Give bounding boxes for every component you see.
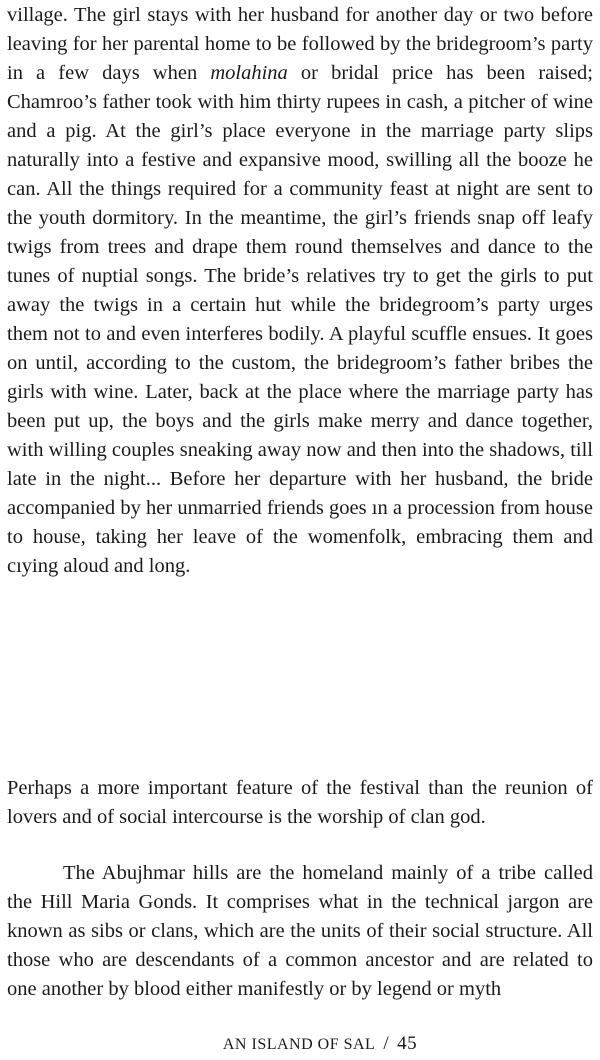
running-title: AN ISLAND OF SAL [222,1036,376,1053]
footer-separator: / [383,1033,390,1054]
paragraph-marriage-customs [7,1,593,581]
paragraph-hill-maria-gonds: The Abujhmar hills are the homeland mainly of a tribe called the Hill Maria Gonds. It comprises what in the technical jargon are known as sibs or clans, which are the units of their social structure. All those who are descendants of a common ancestor and are related to one another by blood either manifestly or by legend or myth [7,862,593,1000]
italic-term-molahina: molahina [210,62,288,84]
paragraph-clan-worship: Perhaps a more important feature of the festival than the reunion of lovers and of social intercourse is the worship of clan god. [7,777,593,828]
page-footer [7,1032,593,1057]
paragraph-text-end: or bridal price has been raised; Chamroo’s father took with him thirty rupees in cash, a pitcher of wine and a pig. At the girl’s place everyone in the marriage party slips naturally into a festive and expansive mood, swilling all the booze he can. All the things required for a community feast at night are sent to the youth dormitory. In the meantime, the girl’s friends snap off leafy twigs from trees and drape them round themselves and dance to the tunes of nuptial songs. The bride’s relatives try to get the girls to put away the twigs in a certain hut while the bridegroom’s party urges them not to and even interferes bodily. A playful scuffle ensues. It goes on until, according to the custom, the bridegroom’s father bribes the girls with wine. Later, back at the place where the marriage party has been put up, the boys and the girls make merry and dance together, with willing couples sneaking away now and then into the shadows, till late in the night... Before her departure with her husband, the bride accompanied by her unmarried friends goes ın a procession from house to house, taking her leave of the womenfolk, embracing them and cıying aloud and long. [7,62,593,577]
paragraph-text-start: village. The girl stays with her husband for another day or two before leaving for her parental home to be followed by the bridegroom’s party in a few days when [7,4,593,84]
page-number: 45 [397,1033,418,1054]
